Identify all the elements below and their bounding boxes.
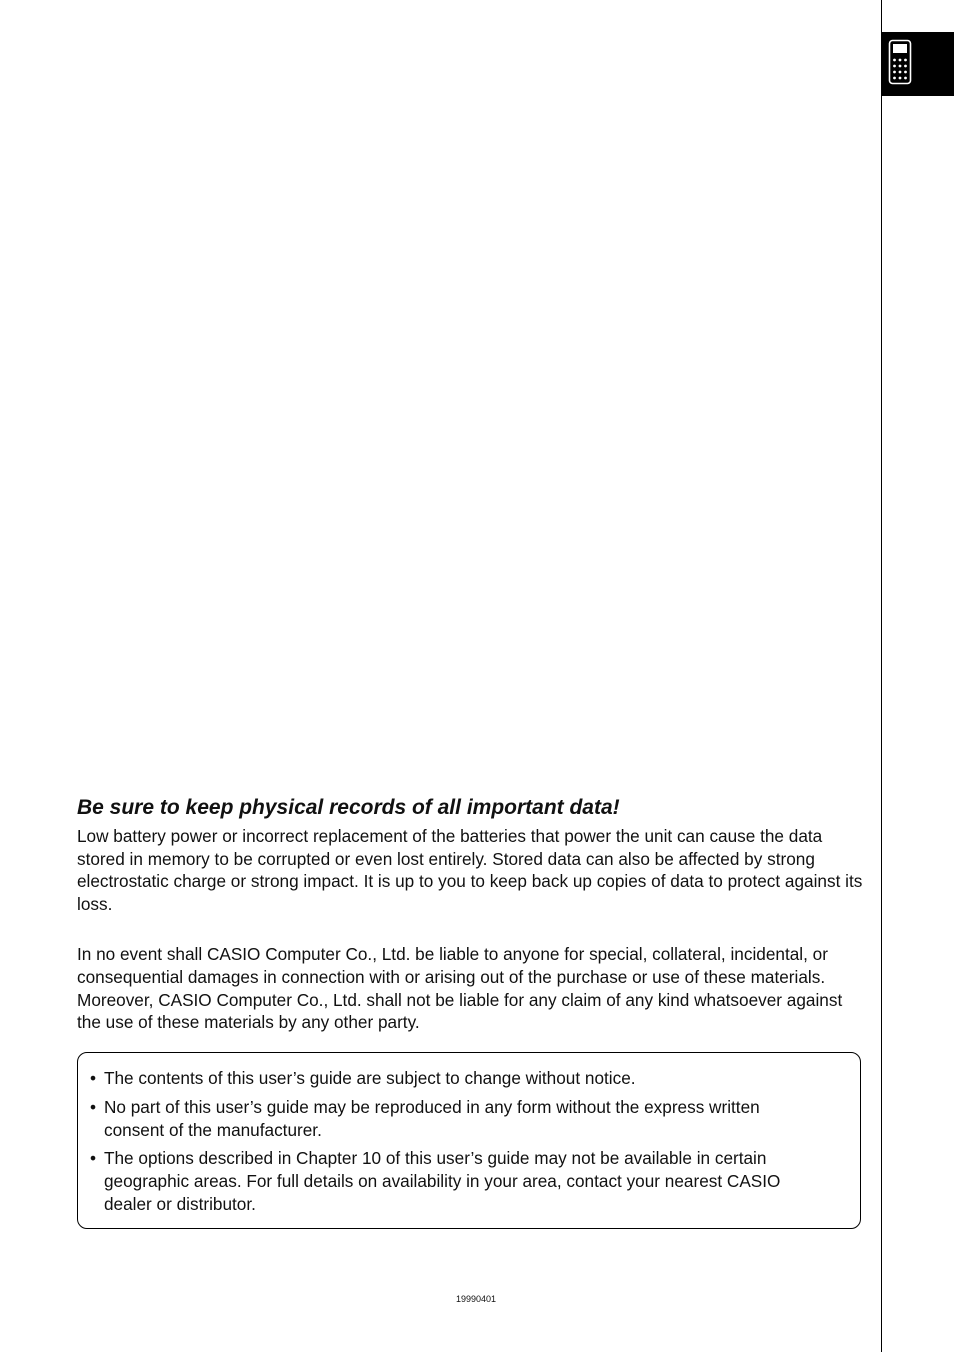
notice-box — [77, 1052, 861, 1229]
margin-rule — [881, 0, 882, 1352]
chapter-side-tab — [882, 32, 954, 96]
main-content — [77, 794, 863, 1034]
notice-item-text: No part of this user’s guide may be reproduced in any form without the express written consent of the manufacturer. — [104, 1096, 760, 1140]
notice-item — [90, 1147, 820, 1216]
bullet: • — [90, 1068, 97, 1088]
notice-item — [90, 1067, 820, 1090]
notice-list — [78, 1053, 860, 1216]
document-code-text: 19990401 — [455, 1294, 497, 1304]
document-code — [0, 1293, 954, 1305]
warning-heading: Be sure to keep physical records of all important data! — [77, 796, 620, 819]
liability-paragraph: In no event shall CASIO Computer Co., Ltd. be liable to anyone for special, collateral, incidental, or consequential damages in connection with or arising out of the purchase or use of these materials. Moreover, CASIO Computer Co., Ltd. shall not be liable for any claim of any kind whatsoever against the use of these materials by any other party. — [77, 944, 843, 1033]
warning-paragraph: Low battery power or incorrect replacement of the batteries that power the unit can cause the data stored in memory to be corrupted or even lost entirely. Stored data can also be affected by strong electrostatic charge or strong impact. It is up to you to keep back up copies of data to protect against its loss. — [77, 826, 863, 914]
notice-item — [90, 1096, 820, 1142]
bullet: • — [90, 1096, 97, 1117]
notice-item-text: The contents of this user’s guide are subject to change without notice. — [104, 1068, 636, 1088]
notice-item-text: The options described in Chapter 10 of this user’s guide may not be available in certain geographic areas. For full details on availability in your area, contact your nearest CASIO dealer or distributor. — [104, 1148, 781, 1215]
bullet: • — [90, 1148, 97, 1169]
calculator-icon — [888, 39, 912, 85]
